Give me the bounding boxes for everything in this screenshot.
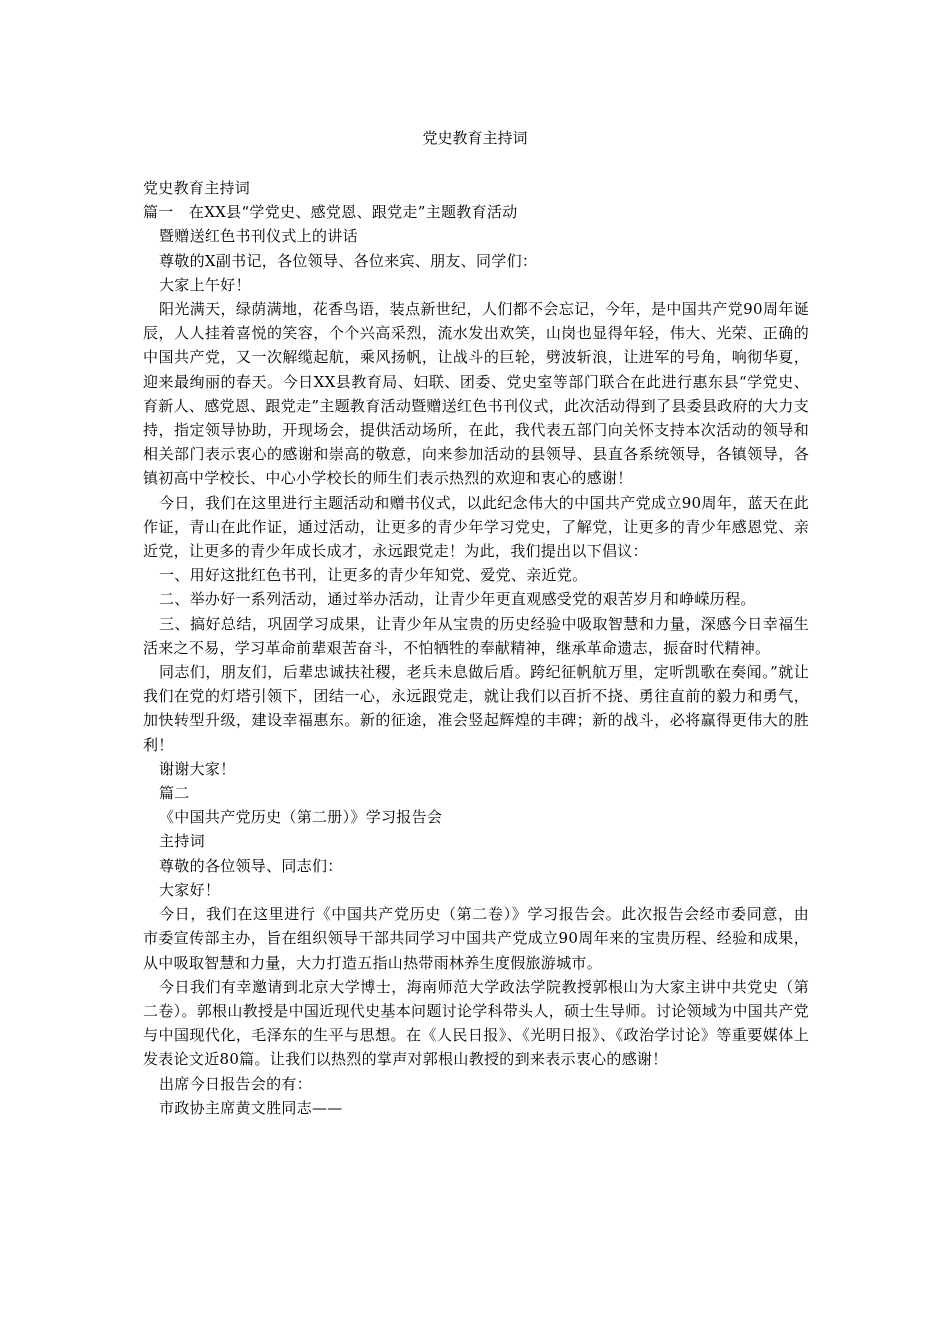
paragraph: 出席今日报告会的有： (159, 1074, 313, 1093)
paragraph: 今日我们有幸邀请到北京大学博士，海南师范大学政法学院教授郭根山为大家主讲中共党史（第二卷）。郭根山教授是中国近现代史基本问题讨论学科带头人，硕士生导师。讨论领域为中国共产党与中国现代化，毛泽东的生平与思想。在《人民日报》、《光明日报》、《政治学讨论》等重要媒体上发表论文近80篇。让我们以热烈的掌声对郭根山教授的到来表示衷心的感谢！ (143, 977, 809, 1069)
paragraph: 《中国共产党历史（第二册）》学习报告会 (159, 808, 443, 827)
paragraph: 大家好！ (159, 880, 221, 899)
paragraph: 今日，我们在这里进行《中国共产党历史（第二卷）》学习报告会。此次报告会经市委同意，由市委宣传部主办，旨在组织领导干部共同学习中国共产党成立90周年来的宝贵历程、经验和成果，从中吸取智慧和力量，大力打造五指山热带雨林养生度假旅游城市。 (143, 905, 809, 972)
document-body (143, 176, 809, 1120)
paragraph: 主持词 (159, 832, 205, 851)
paragraph: 篇二 (159, 784, 190, 803)
paragraph: 篇一 在XX县“学党史、感党恩、跟党走”主题教育活动 (143, 203, 518, 222)
paragraph: 二、举办好一系列活动，通过举办活动，让青少年更直观感受党的艰苦岁月和峥嵘历程。 (159, 590, 756, 609)
paragraph: 暨赠送红色书刊仪式上的讲话 (159, 227, 358, 246)
paragraph: 三、搞好总结，巩固学习成果，让青少年从宝贵的历史经验中吸取智慧和力量，深感今日幸福生活来之不易，学习革命前辈艰苦奋斗，不怕牺牲的奉献精神，继承革命遗志，振奋时代精神。 (143, 614, 809, 657)
paragraph: 市政协主席黄文胜同志—— (159, 1098, 343, 1117)
paragraph: 今日，我们在这里进行主题活动和赠书仪式，以此纪念伟大的中国共产党成立90周年，蓝天在此作证，青山在此作证，通过活动，让更多的青少年学习党史，了解党，让更多的青少年感恩党、亲近党，让更多的青少年成长成才，永远跟党走！为此，我们提出以下倡议： (143, 493, 809, 561)
paragraph: 尊敬的各位领导、同志们： (159, 856, 343, 875)
paragraph: 尊敬的X副书记，各位领导、各位来宾、朋友、同学们： (159, 251, 538, 270)
document-title: 党史教育主持词 (422, 129, 528, 147)
paragraph: 一、用好这批红色书刊，让更多的青少年知党、爱党、亲近党。 (159, 566, 588, 585)
paragraph: 阳光满天，绿荫满地，花香鸟语，装点新世纪，人们都不会忘记，今年，是中国共产党90周年诞辰，人人挂着喜悦的笑容，个个兴高采烈，流水发出欢笑，山岗也显得年轻，伟大、光荣、正确的中国共产党，又一次解缆起航，乘风扬帆，让战斗的巨轮，劈波斩浪，让进军的号角，响彻华夏，迎来最绚丽的春天。今日XX县教育局、妇联、团委、党史室等部门联合在此进行惠东县“学党史、育新人、感党恩、跟党走”主题教育活动暨赠送红色书刊仪式，此次活动得到了县委县政府的大力支持，指定领导协助，开现场会，提供活动场所，在此，我代表五部门向关怀支持本次活动的领导和相关部门表示衷心的感谢和崇高的敬意，向来参加活动的县领导、县直各系统领导，各镇领导，各镇初高中学校长、中心小学校长的师生们表示热烈的欢迎和衷心的感谢！ (143, 300, 809, 488)
paragraph: 谢谢大家！ (159, 759, 236, 778)
paragraph: 大家上午好！ (159, 275, 251, 294)
paragraph: 同志们，朋友们，后辈忠诚扶社稷，老兵未息做后盾。跨纪征帆航万里，定听凯歌在奏闻。”就让我们在党的灯塔引领下，团结一心，永远跟党走，就让我们以百折不挠、勇往直前的毅力和勇气，加快转型升级，建设幸福惠东。新的征途，准会竖起辉煌的丰碑；新的战斗，必将赢得更伟大的胜利！ (143, 663, 809, 754)
paragraph: 党史教育主持词 (143, 179, 251, 197)
